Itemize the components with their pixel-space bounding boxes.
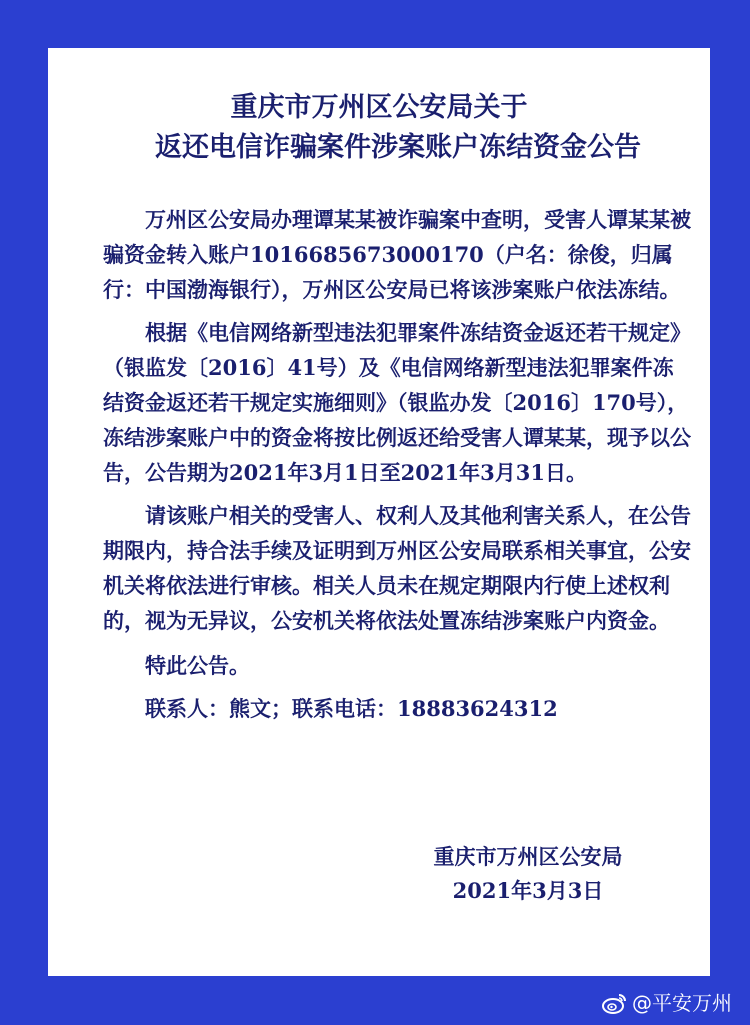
notice-paper xyxy=(48,48,710,976)
closing-text: 特此公告。 xyxy=(145,653,250,678)
weibo-icon xyxy=(602,992,628,1014)
paragraph-1 xyxy=(103,202,693,307)
signature-block xyxy=(408,840,648,908)
signature-org: 重庆市万州区公安局 xyxy=(433,844,623,869)
contact-info: 联系人：熊文；联系电话：18883624312 xyxy=(145,696,558,721)
paragraph-3-text: 请该账户相关的受害人、权利人及其他利害关系人，在公告期限内，持合法手续及证明到万州区公安局联系相关事宜，公安机关将依法进行审核。相关人员未在规定期限内行使上述权利的，视为无异议，公安机关将依法处置冻结涉案账户内资金。 xyxy=(103,503,691,633)
paragraph-2-text: 根据《电信网络新型违法犯罪案件冻结资金返还若干规定》（银监发〔2016〕41号）及《电信网络新型违法犯罪案件冻结资金返还若干规定实施细则》（银监办发〔2016〕170号），冻结涉案账户中的资金将按比例返还给受害人谭某某，现予以公告，公告期为2021年3月1日至2021年3月31日。 xyxy=(103,320,691,485)
paragraph-3 xyxy=(103,498,693,638)
notice-body xyxy=(103,202,693,726)
notice-title xyxy=(48,88,710,168)
title-line-2: 返还电信诈骗案件涉案账户冻结资金公告 xyxy=(155,132,641,163)
title-line-1: 重庆市万州区公安局关于 xyxy=(230,92,528,123)
signature-date: 2021年3月3日 xyxy=(452,878,604,903)
watermark-text: @平安万州 xyxy=(632,991,732,1015)
paragraph-1-text: 万州区公安局办理谭某某被诈骗案中查明，受害人谭某某被骗资金转入账户1016685673000170（户名：徐俊，归属行：中国渤海银行），万州区公安局已将该涉案账户依法冻结。 xyxy=(103,207,691,302)
weibo-watermark xyxy=(602,989,732,1017)
paragraph-2 xyxy=(103,315,693,490)
